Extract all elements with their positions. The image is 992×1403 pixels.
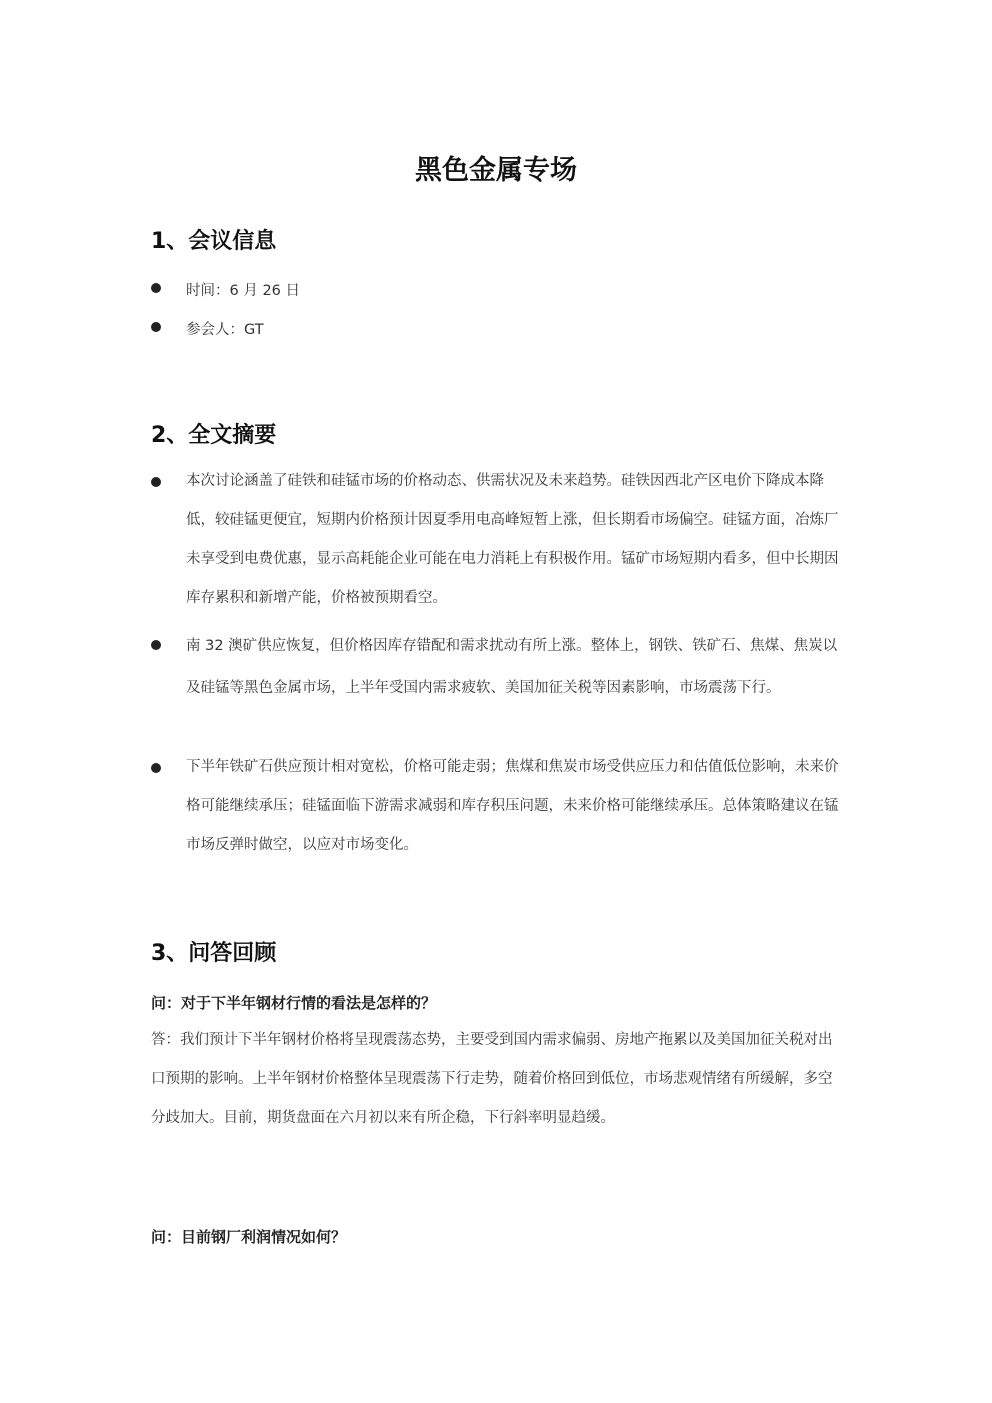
qa-question-2: 问：目前钢厂利润情况如何？ xyxy=(151,1228,347,1246)
bullet-icon xyxy=(151,283,161,293)
summary-paragraph-3: 下半年铁矿石供应预计相对宽松，价格可能走弱；焦煤和焦炭市场受供应压力和估值低位影响，未来价格可能继续承压；硅锰面临下游需求减弱和库存积压问题，未来价格可能继续承压。总体策略建议在锰市场反弹时做空，以应对市场变化。 xyxy=(186,759,839,853)
summary-paragraph-2: 南 32 澳矿供应恢复，但价格因库存错配和需求扰动有所上涨。整体上，钢铁、铁矿石、焦煤、焦炭以及硅锰等黑色金属市场，上半年受国内需求疲软、美国加征关税等因素影响，市场震荡下行。 xyxy=(186,638,838,696)
bullet-icon xyxy=(151,477,161,487)
qa-question-1: 问：对于下半年钢材行情的看法是怎样的？ xyxy=(151,994,437,1012)
bullet-icon xyxy=(151,640,161,650)
meeting-participants: 参会人：GT xyxy=(186,322,264,338)
section-heading-meeting-info: 1、会议信息 xyxy=(151,229,277,254)
section-heading-summary: 2、全文摘要 xyxy=(151,423,277,448)
bullet-icon xyxy=(151,763,161,773)
section-heading-qa: 3、问答回顾 xyxy=(151,941,277,966)
document-title: 黑色金属专场 xyxy=(415,155,577,186)
bullet-icon xyxy=(151,322,161,332)
meeting-time: 时间：6 月 26 日 xyxy=(186,283,301,299)
qa-answer-1: 答：我们预计下半年钢材价格将呈现震荡态势，主要受到国内需求偏弱、房地产拖累以及美国加征关税对出口预期的影响。上半年钢材价格整体呈现震荡下行走势，随着价格回到低位，市场悲观情绪有所缓解，多空分歧加大。目前，期货盘面在六月初以来有所企稳，下行斜率明显趋缓。 xyxy=(151,1032,833,1126)
summary-paragraph-1: 本次讨论涵盖了硅铁和硅锰市场的价格动态、供需状况及未来趋势。硅铁因西北产区电价下降成本降低，较硅锰更便宜，短期内价格预计因夏季用电高峰短暂上涨，但长期看市场偏空。硅锰方面，冶炼厂未享受到电费优惠，显示高耗能企业可能在电力消耗上有积极作用。锰矿市场短期内看多，但中长期因库存累积和新增产能，价格被预期看空。 xyxy=(186,473,839,606)
